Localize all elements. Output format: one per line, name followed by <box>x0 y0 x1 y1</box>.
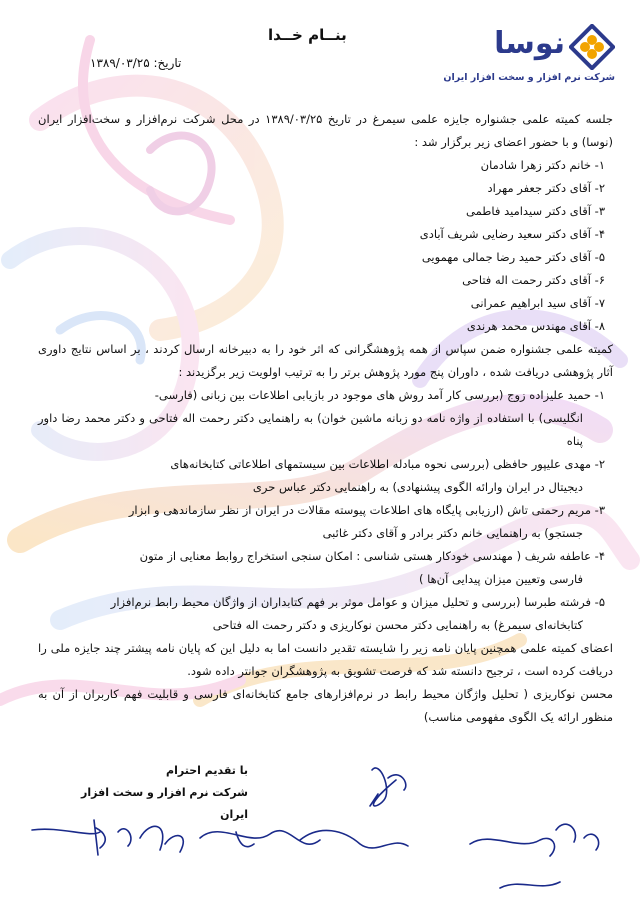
result-line: ۲- مهدی علیپور حافظی (بررسی نحوه مبادله اطلاعات بین سیستمهای اطلاعاتی کتابخانه‌های <box>170 457 605 471</box>
member-list <box>38 154 613 338</box>
result-line: ۱- حمید علیزاده زوج (بررسی کار آمد روش های موجود در بازیابی اطلاعات بین زبانی (فارسی- <box>154 388 605 402</box>
letter-body <box>38 108 613 729</box>
signature <box>370 768 406 806</box>
signature <box>118 826 183 852</box>
logo-name: نوسا <box>494 26 565 61</box>
signature <box>300 830 408 848</box>
member-item: ۱- خانم دکتر زهرا شادمان <box>480 158 605 172</box>
result-line: ۴- عاطفه شریف ( مهندسی خودکار هستی شناسی : امکان سنجی استخراج روابط معنایی از متون <box>139 549 605 563</box>
member-item: ۷- آقای سید ابراهیم عمرانی <box>470 296 605 310</box>
result-line: ۳- مریم رحمتی تاش (ارزیابی پایگاه های اطلاعات پیوسته مقالات در ایران از نظر سازماندهی و ابزار <box>128 503 605 517</box>
signature <box>556 824 599 850</box>
result-item <box>38 453 613 499</box>
result-line: ۵- فرشته طبرسا (بررسی و تحلیل میزان و عوامل موثر بر فهم کتابداران از واژگان محیط رابط نرم‌افزار <box>110 595 605 609</box>
member-item: ۳- آقای دکتر سیدامید فاطمی <box>466 204 605 218</box>
intro-paragraph: جلسه کمیته علمی جشنواره جایزه علمی سیمرغ در تاریخ ۱۳۸۹/۰۳/۲۵ در محل شرکت نرم‌افزار و سخت‌افزار ایران (نوسا) و با حضور اعضای زیر برگزار شد : <box>38 112 614 149</box>
result-continuation: جستجو) به راهنمایی خانم دکتر برادر و آقای دکتر غائبی <box>322 526 583 540</box>
result-item <box>38 384 613 453</box>
page-title: بنــام خــدا <box>268 26 347 44</box>
result-continuation: دیجیتال در ایران وارائه الگوی پیشنهادی) به راهنمایی دکتر عباس حری <box>252 480 583 494</box>
company-logo <box>440 22 615 90</box>
thesis-paragraph: محسن نوکاریزی ( تحلیل واژگان محیط رابط در نرم‌افزارهای جامع کتابخانه‌ای فارسی و قابلیت فهم کاربران از آن به منظور ارائه یک الگوی مفهومی مناسب) <box>38 687 613 724</box>
signature <box>32 820 105 855</box>
member-item: ۸- آقای مهندس محمد هرندی <box>466 319 605 333</box>
results-list <box>38 384 613 637</box>
result-item <box>38 545 613 591</box>
result-continuation: کتابخانه‌ای سیمرغ) به راهنمایی دکتر محسن نوکاریزی و دکتر رحمت اله فتاحی <box>212 618 583 632</box>
signature <box>470 838 560 888</box>
signoff-company: شرکت نرم افزار و سخت افزار ایران <box>81 786 248 821</box>
member-item: ۴- آقای دکتر سعید رضایی شریف آبادی <box>419 227 605 241</box>
closing-paragraph: اعضای کمیته علمی همچنین پایان نامه زیر را شایسته تقدیر دانست اما به دلیل این که پایان نامه پیشتر چند جایزه ملی را دریافت کرده است ، ترجیح دانسته شد که فرصت تشویق به پژوهشگران جوانتر داده شود. <box>38 641 613 678</box>
logo-subtitle: شرکت نرم افزار و سخت افزار ایران <box>443 72 615 83</box>
logo-emblem-icon <box>569 24 615 70</box>
signatures <box>0 760 640 905</box>
regards-text: با تقدیم احترام <box>166 764 248 777</box>
result-item <box>38 591 613 637</box>
letter-date: تاریخ: ۱۳۸۹/۰۳/۲۵ <box>90 56 182 70</box>
member-item: ۶- آقای دکتر رحمت اله فتاحی <box>462 273 605 287</box>
committee-paragraph: کمیته علمی جشنواره ضمن سپاس از همه پژوهشگرانی که اثر خود را به دبیرخانه ارسال کردند ، بر اساس نتایج داوری آثار پژوهشی دریافت شده ، داوران پنج مورد پژوهش برتر را به ترتیب اولویت زیر برگزیدند : <box>38 342 613 379</box>
result-item <box>38 499 613 545</box>
result-continuation: انگلیسی) با استفاده از واژه نامه دو زبانه ماشین خوان) به راهنمایی دکتر رحمت اله فتاحی و دکتر محمد رضا داور پناه <box>38 411 583 448</box>
member-item: ۵- آقای دکتر حمید رضا جمالی مهمویی <box>421 250 605 264</box>
member-item: ۲- آقای دکتر جعفر مهراد <box>487 181 605 195</box>
result-continuation: فارسی وتعیین میزان پیدایی آن‌ها ) <box>418 572 583 586</box>
